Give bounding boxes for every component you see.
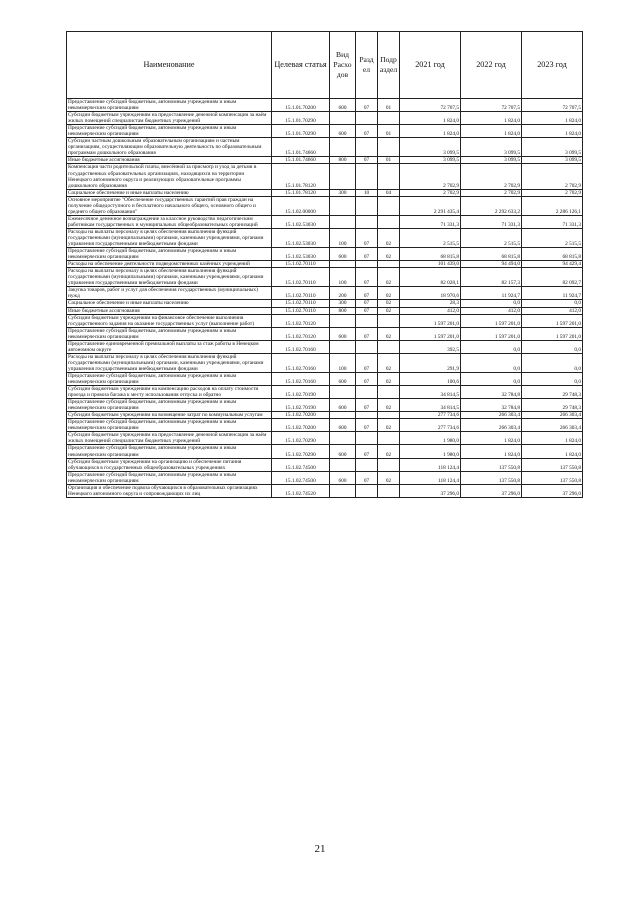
cell-subsection: 02: [378, 372, 400, 385]
cell-expense-type: [330, 412, 356, 419]
table-row: [67, 157, 583, 164]
cell-name: Субсидии бюджетным учреждениям на компенсацию расходов на оплату стоимости проезда и провоза багажа к месту использования отпуска и обратно: [67, 386, 272, 399]
cell-section: 07: [356, 399, 378, 412]
cell-name: Социальное обеспечение и иные выплаты населению: [67, 189, 272, 196]
cell-subsection: [378, 386, 400, 399]
cell-amount-2023: 266 303,4: [522, 419, 583, 432]
table-row: [67, 340, 583, 353]
cell-amount-2021: 392,5: [400, 340, 461, 353]
cell-target-article: 15.1.01.70290: [272, 112, 330, 125]
cell-target-article: 15.1.02.70200: [272, 419, 330, 432]
cell-amount-2021: 1 824,0: [400, 112, 461, 125]
cell-section: 07: [356, 125, 378, 138]
cell-amount-2022: 1 597 201,0: [461, 314, 522, 327]
cell-expense-type: 600: [330, 471, 356, 484]
cell-amount-2022: 3 099,5: [461, 138, 522, 157]
table-row: [67, 458, 583, 471]
cell-amount-2022: 1 824,0: [461, 432, 522, 445]
cell-subsection: [378, 432, 400, 445]
cell-amount-2022: 11 924,7: [461, 287, 522, 300]
cell-amount-2021: 118 124,4: [400, 458, 461, 471]
cell-section: 07: [356, 445, 378, 458]
cell-expense-type: [330, 458, 356, 471]
cell-name: Предоставление субсидий бюджетным, автономным учреждениям и иным некоммерческим организациям: [67, 327, 272, 340]
budget-table-container: [66, 31, 582, 498]
budget-table: [66, 31, 583, 498]
cell-amount-2022: 1 824,0: [461, 445, 522, 458]
cell-section: [356, 196, 378, 215]
cell-section: [356, 432, 378, 445]
cell-name: Предоставление субсидий бюджетным, автономным учреждениям и иным некоммерческим организациям: [67, 419, 272, 432]
cell-subsection: 02: [378, 419, 400, 432]
cell-amount-2023: 0,0: [522, 372, 583, 385]
cell-amount-2022: 72 707,5: [461, 99, 522, 112]
cell-amount-2023: 29 748,3: [522, 399, 583, 412]
header-section: Разд ел: [356, 32, 378, 99]
cell-target-article: 15.1.02.70110: [272, 261, 330, 268]
header-2022: 2022 год: [461, 32, 522, 99]
cell-target-article: 15.1.02.70160: [272, 353, 330, 372]
cell-amount-2023: 137 550,8: [522, 471, 583, 484]
cell-amount-2022: 71 331,3: [461, 215, 522, 228]
cell-target-article: 15.1.01.74660: [272, 138, 330, 157]
cell-subsection: [378, 340, 400, 353]
cell-amount-2023: 0,0: [522, 340, 583, 353]
cell-amount-2022: 3 099,5: [461, 157, 522, 164]
cell-name: Предоставление субсидий бюджетным, автономным учреждениям и иным некоммерческим организациям: [67, 399, 272, 412]
cell-subsection: 04: [378, 189, 400, 196]
cell-amount-2022: 32 784,8: [461, 386, 522, 399]
cell-amount-2023: 1 824,0: [522, 125, 583, 138]
cell-amount-2023: 3 099,5: [522, 157, 583, 164]
table-row: [67, 112, 583, 125]
cell-expense-type: 600: [330, 445, 356, 458]
cell-amount-2022: 2 515,5: [461, 228, 522, 247]
cell-amount-2021: 118 124,4: [400, 471, 461, 484]
cell-target-article: 15.1.02.70290: [272, 445, 330, 458]
cell-expense-type: 600: [330, 372, 356, 385]
cell-subsection: 02: [378, 327, 400, 340]
cell-target-article: 15.1.02.70290: [272, 432, 330, 445]
cell-section: [356, 138, 378, 157]
cell-expense-type: [330, 484, 356, 497]
header-2023: 2023 год: [522, 32, 583, 99]
cell-amount-2023: 2 286 126,1: [522, 196, 583, 215]
cell-amount-2022: 37 296,0: [461, 484, 522, 497]
table-row: [67, 419, 583, 432]
cell-subsection: 02: [378, 471, 400, 484]
cell-subsection: [378, 314, 400, 327]
cell-name: Иные бюджетные ассигнования: [67, 157, 272, 164]
header-article: Целевая статья: [272, 32, 330, 99]
cell-target-article: 15.1.02.53030: [272, 215, 330, 228]
cell-amount-2022: 137 550,8: [461, 458, 522, 471]
cell-amount-2023: 29 748,3: [522, 386, 583, 399]
cell-name: Организация и обеспечение подвоза обучающихся в образовательных организациях Ненецкого автономного округа и сопровождающих их лиц: [67, 484, 272, 497]
header-expense-type: Вид Расхо дов: [330, 32, 356, 99]
cell-expense-type: 600: [330, 99, 356, 112]
cell-expense-type: [330, 196, 356, 215]
cell-amount-2023: 1 824,0: [522, 432, 583, 445]
cell-subsection: [378, 164, 400, 189]
cell-amount-2023: 1 824,0: [522, 112, 583, 125]
cell-amount-2021: 82 028,1: [400, 268, 461, 287]
cell-amount-2021: 412,0: [400, 307, 461, 314]
cell-amount-2022: 94 494,0: [461, 261, 522, 268]
cell-amount-2021: 277 734,6: [400, 412, 461, 419]
cell-amount-2023: 71 331,3: [522, 215, 583, 228]
cell-name: Субсидии бюджетным учреждениям на предоставление денежной компенсации за наём жилых помещений специалистам бюджетных учреждений: [67, 112, 272, 125]
cell-subsection: 02: [378, 268, 400, 287]
cell-amount-2023: 266 303,4: [522, 412, 583, 419]
cell-amount-2021: 101 439,0: [400, 261, 461, 268]
cell-subsection: [378, 458, 400, 471]
cell-target-article: 15.1.02.70160: [272, 372, 330, 385]
cell-subsection: 02: [378, 445, 400, 458]
cell-section: 07: [356, 372, 378, 385]
cell-amount-2023: 137 550,8: [522, 458, 583, 471]
cell-amount-2021: 2 702,9: [400, 164, 461, 189]
cell-target-article: 15.1.02.70110: [272, 300, 330, 307]
cell-amount-2023: 412,0: [522, 307, 583, 314]
cell-expense-type: 200: [330, 287, 356, 300]
page-number: 21: [314, 843, 326, 855]
cell-section: [356, 386, 378, 399]
cell-amount-2023: 2 702,9: [522, 164, 583, 189]
cell-amount-2022: 2 292 633,2: [461, 196, 522, 215]
cell-name: Субсидии бюджетным учреждениям на возмещение затрат по коммунальным услугам: [67, 412, 272, 419]
table-row: [67, 372, 583, 385]
cell-expense-type: 800: [330, 157, 356, 164]
cell-amount-2023: 1 824,0: [522, 445, 583, 458]
table-header-row: [67, 32, 583, 99]
header-2021: 2021 год: [400, 32, 461, 99]
cell-amount-2021: 1 980,0: [400, 432, 461, 445]
cell-expense-type: [330, 164, 356, 189]
cell-amount-2022: 2 702,9: [461, 164, 522, 189]
cell-expense-type: 600: [330, 419, 356, 432]
cell-amount-2021: 2 515,5: [400, 228, 461, 247]
cell-name: Расходы на выплаты персоналу в целях обеспечения выполнения функций государственными (муниципальными) органами, казенными учреждениями, органами управления государственными внебюджетными фондами: [67, 228, 272, 247]
cell-amount-2022: 266 303,4: [461, 419, 522, 432]
cell-subsection: 02: [378, 228, 400, 247]
table-row: [67, 215, 583, 228]
cell-name: Расходы на выплаты персоналу в целях обеспечения выполнения функций государственными (муниципальными) органами, казенными учреждениями, органами управления государственными внебюджетными фондами: [67, 268, 272, 287]
cell-amount-2021: 34 814,5: [400, 386, 461, 399]
cell-subsection: [378, 138, 400, 157]
cell-expense-type: [330, 215, 356, 228]
cell-name: Предоставление субсидий бюджетным, автономным учреждениям и иным некоммерческим организациям: [67, 372, 272, 385]
table-body: [67, 99, 583, 498]
cell-amount-2021: 2 702,9: [400, 189, 461, 196]
cell-section: 07: [356, 307, 378, 314]
cell-amount-2021: 68 815,8: [400, 248, 461, 261]
table-row: [67, 300, 583, 307]
cell-amount-2021: 291,9: [400, 353, 461, 372]
table-row: [67, 287, 583, 300]
cell-name: Расходы на обеспечение деятельности подведомственных казённых учреждений: [67, 261, 272, 268]
table-row: [67, 189, 583, 196]
cell-expense-type: [330, 340, 356, 353]
cell-amount-2021: 37 296,0: [400, 484, 461, 497]
cell-expense-type: 600: [330, 399, 356, 412]
cell-target-article: 15.1.01.70200: [272, 99, 330, 112]
table-row: [67, 445, 583, 458]
cell-section: [356, 484, 378, 497]
cell-amount-2023: 1 597 201,0: [522, 327, 583, 340]
cell-target-article: 15.1.02.74500: [272, 458, 330, 471]
cell-expense-type: [330, 386, 356, 399]
cell-amount-2021: 18 970,6: [400, 287, 461, 300]
cell-section: 07: [356, 157, 378, 164]
table-row: [67, 314, 583, 327]
cell-expense-type: 800: [330, 307, 356, 314]
cell-expense-type: [330, 432, 356, 445]
cell-amount-2021: 28,3: [400, 300, 461, 307]
table-row: [67, 228, 583, 247]
cell-section: [356, 340, 378, 353]
cell-section: [356, 164, 378, 189]
cell-target-article: 15.1.02.70110: [272, 307, 330, 314]
cell-expense-type: [330, 261, 356, 268]
cell-section: [356, 314, 378, 327]
cell-name: Предоставление субсидий бюджетным, автономным учреждениям и иным некоммерческим организациям: [67, 99, 272, 112]
table-row: [67, 353, 583, 372]
table-row: [67, 327, 583, 340]
cell-amount-2022: 1 824,0: [461, 125, 522, 138]
cell-section: [356, 458, 378, 471]
cell-subsection: 02: [378, 353, 400, 372]
cell-target-article: 15.1.01.78120: [272, 189, 330, 196]
table-row: [67, 261, 583, 268]
cell-section: [356, 112, 378, 125]
cell-amount-2021: 3 099,5: [400, 157, 461, 164]
cell-amount-2023: 68 815,8: [522, 248, 583, 261]
cell-expense-type: [330, 138, 356, 157]
cell-name: Предоставление субсидий бюджетным, автономным учреждениям и иным некоммерческим организациям: [67, 471, 272, 484]
cell-name: Компенсация части родительской платы, внесённой за присмотр и уход за детьми в государственных образовательных организациях, находящихся на территории Ненецкого автономного округа и реализующих образовательные программы дошкольного образования: [67, 164, 272, 189]
cell-amount-2021: 72 707,5: [400, 99, 461, 112]
cell-expense-type: 300: [330, 189, 356, 196]
cell-amount-2022: 0,0: [461, 300, 522, 307]
cell-amount-2021: 1 597 201,0: [400, 327, 461, 340]
cell-expense-type: 100: [330, 228, 356, 247]
cell-subsection: 02: [378, 287, 400, 300]
cell-target-article: 15.1.02.74500: [272, 471, 330, 484]
cell-name: Предоставление субсидий бюджетным, автономным учреждениям и иным некоммерческим организациям: [67, 125, 272, 138]
cell-amount-2021: 1 824,0: [400, 125, 461, 138]
cell-expense-type: 100: [330, 353, 356, 372]
cell-target-article: 15.1.02.70120: [272, 327, 330, 340]
cell-name: Субсидии бюджетным учреждениям на предоставление денежной компенсации за наём жилых помещений специалистам бюджетных учреждений: [67, 432, 272, 445]
cell-target-article: 15.1.01.74660: [272, 157, 330, 164]
table-row: [67, 471, 583, 484]
cell-target-article: 15.1.01.78120: [272, 164, 330, 189]
cell-subsection: 02: [378, 300, 400, 307]
table-row: [67, 484, 583, 497]
cell-amount-2023: 72 707,5: [522, 99, 583, 112]
cell-name: Субсидии частным дошкольным образовательным организациям и частным организациям, осуществляющим образовательную деятельность по образовательным программам дошкольного образования: [67, 138, 272, 157]
cell-target-article: 15.1.02.53030: [272, 248, 330, 261]
cell-name: Ежемесячное денежное вознаграждение за классное руководство педагогическим работникам государственных и муниципальных общеобразовательных организаций: [67, 215, 272, 228]
cell-amount-2022: 68 815,8: [461, 248, 522, 261]
cell-target-article: 15.1.02.70110: [272, 268, 330, 287]
cell-subsection: 01: [378, 157, 400, 164]
cell-target-article: 15.1.02.70200: [272, 412, 330, 419]
table-row: [67, 196, 583, 215]
cell-subsection: [378, 196, 400, 215]
header-subsection: Подр аздел: [378, 32, 400, 99]
cell-amount-2022: 266 303,4: [461, 412, 522, 419]
cell-amount-2023: 0,0: [522, 353, 583, 372]
cell-amount-2022: 412,0: [461, 307, 522, 314]
cell-expense-type: [330, 112, 356, 125]
cell-section: [356, 215, 378, 228]
cell-subsection: [378, 261, 400, 268]
table-row: [67, 432, 583, 445]
header-name: Наименование: [67, 32, 272, 99]
cell-section: 07: [356, 471, 378, 484]
table-row: [67, 99, 583, 112]
cell-subsection: [378, 112, 400, 125]
cell-section: 07: [356, 248, 378, 261]
cell-target-article: 15.1.02.70120: [272, 314, 330, 327]
cell-amount-2021: 1 980,0: [400, 445, 461, 458]
cell-name: Субсидии бюджетным учреждениям на финансовое обеспечение выполнения государственного задания на оказание государственных услуг (выполнение работ): [67, 314, 272, 327]
cell-target-article: 15.1.02.70160: [272, 340, 330, 353]
cell-amount-2022: 82 157,3: [461, 268, 522, 287]
cell-section: 07: [356, 353, 378, 372]
table-row: [67, 138, 583, 157]
table-row: [67, 164, 583, 189]
table-row: [67, 307, 583, 314]
table-row: [67, 399, 583, 412]
cell-expense-type: 600: [330, 248, 356, 261]
cell-subsection: 02: [378, 248, 400, 261]
cell-target-article: 15.1.02.53030: [272, 228, 330, 247]
cell-amount-2022: 0,0: [461, 340, 522, 353]
cell-subsection: [378, 484, 400, 497]
cell-expense-type: 300: [330, 300, 356, 307]
table-row: [67, 268, 583, 287]
cell-amount-2022: 137 550,8: [461, 471, 522, 484]
cell-name: Социальное обеспечение и иные выплаты населению: [67, 300, 272, 307]
cell-target-article: 15.1.02.70190: [272, 386, 330, 399]
cell-target-article: 15.1.02.70190: [272, 399, 330, 412]
cell-amount-2023: 94 429,4: [522, 261, 583, 268]
cell-amount-2021: 3 099,5: [400, 138, 461, 157]
cell-target-article: 15.1.02.70110: [272, 287, 330, 300]
cell-subsection: [378, 215, 400, 228]
cell-amount-2022: 32 784,8: [461, 399, 522, 412]
cell-amount-2023: 2 702,9: [522, 189, 583, 196]
cell-amount-2022: 0,0: [461, 353, 522, 372]
cell-section: 10: [356, 189, 378, 196]
cell-subsection: 01: [378, 125, 400, 138]
cell-name: Предоставление субсидий бюджетным, автономным учреждениям и иным некоммерческим организациям: [67, 248, 272, 261]
cell-amount-2021: 2 291 435,4: [400, 196, 461, 215]
cell-section: [356, 261, 378, 268]
cell-expense-type: 100: [330, 268, 356, 287]
cell-subsection: 01: [378, 99, 400, 112]
cell-amount-2023: 37 296,0: [522, 484, 583, 497]
cell-name: Иные бюджетные ассигнования: [67, 307, 272, 314]
cell-section: 07: [356, 327, 378, 340]
table-row: [67, 248, 583, 261]
cell-name: Предоставление субсидий бюджетным, автономным учреждениям и иным некоммерческим организациям: [67, 445, 272, 458]
cell-amount-2023: 2 515,5: [522, 228, 583, 247]
cell-subsection: 02: [378, 307, 400, 314]
cell-amount-2023: 11 924,7: [522, 287, 583, 300]
cell-amount-2021: 71 331,3: [400, 215, 461, 228]
cell-section: 07: [356, 268, 378, 287]
cell-target-article: 15.1.02.00000: [272, 196, 330, 215]
cell-target-article: 15.1.02.74520: [272, 484, 330, 497]
cell-subsection: [378, 412, 400, 419]
cell-amount-2022: 2 702,9: [461, 189, 522, 196]
cell-expense-type: [330, 314, 356, 327]
cell-amount-2021: 34 814,5: [400, 399, 461, 412]
cell-target-article: 15.1.01.70290: [272, 125, 330, 138]
cell-amount-2021: 100,6: [400, 372, 461, 385]
cell-amount-2022: 1 824,0: [461, 112, 522, 125]
cell-section: 07: [356, 419, 378, 432]
cell-amount-2022: 0,0: [461, 372, 522, 385]
cell-subsection: 02: [378, 399, 400, 412]
cell-expense-type: 600: [330, 327, 356, 340]
cell-name: Расходы на выплаты персоналу в целях обеспечения выполнения функций государственными (муниципальными) органами, казенными учреждениями, органами управления государственными внебюджетными фондами: [67, 353, 272, 372]
cell-amount-2023: 82 092,7: [522, 268, 583, 287]
table-row: [67, 412, 583, 419]
cell-section: 07: [356, 99, 378, 112]
cell-name: Предоставление единовременной премиальной выплаты за стаж работы в Ненецком автономном округе: [67, 340, 272, 353]
cell-name: Субсидии бюджетным учреждениям на организацию и обеспечение питания обучающихся в государственных общеобразовательных учреждениях: [67, 458, 272, 471]
cell-section: 07: [356, 287, 378, 300]
cell-amount-2021: 1 597 201,0: [400, 314, 461, 327]
cell-expense-type: 600: [330, 125, 356, 138]
cell-name: Закупка товаров, работ и услуг для обеспечения государственных (муниципальных) нужд: [67, 287, 272, 300]
cell-name: Основное мероприятие "Обеспечение государственных гарантий прав граждан на получение общедоступного и бесплатного начального общего, основного общего и среднего общего образования": [67, 196, 272, 215]
cell-amount-2023: 0,0: [522, 300, 583, 307]
cell-amount-2023: 1 597 201,0: [522, 314, 583, 327]
cell-amount-2022: 1 597 201,0: [461, 327, 522, 340]
cell-section: 07: [356, 300, 378, 307]
cell-section: 07: [356, 228, 378, 247]
table-row: [67, 125, 583, 138]
cell-amount-2023: 3 099,5: [522, 138, 583, 157]
table-row: [67, 386, 583, 399]
cell-amount-2021: 277 734,6: [400, 419, 461, 432]
cell-section: [356, 412, 378, 419]
